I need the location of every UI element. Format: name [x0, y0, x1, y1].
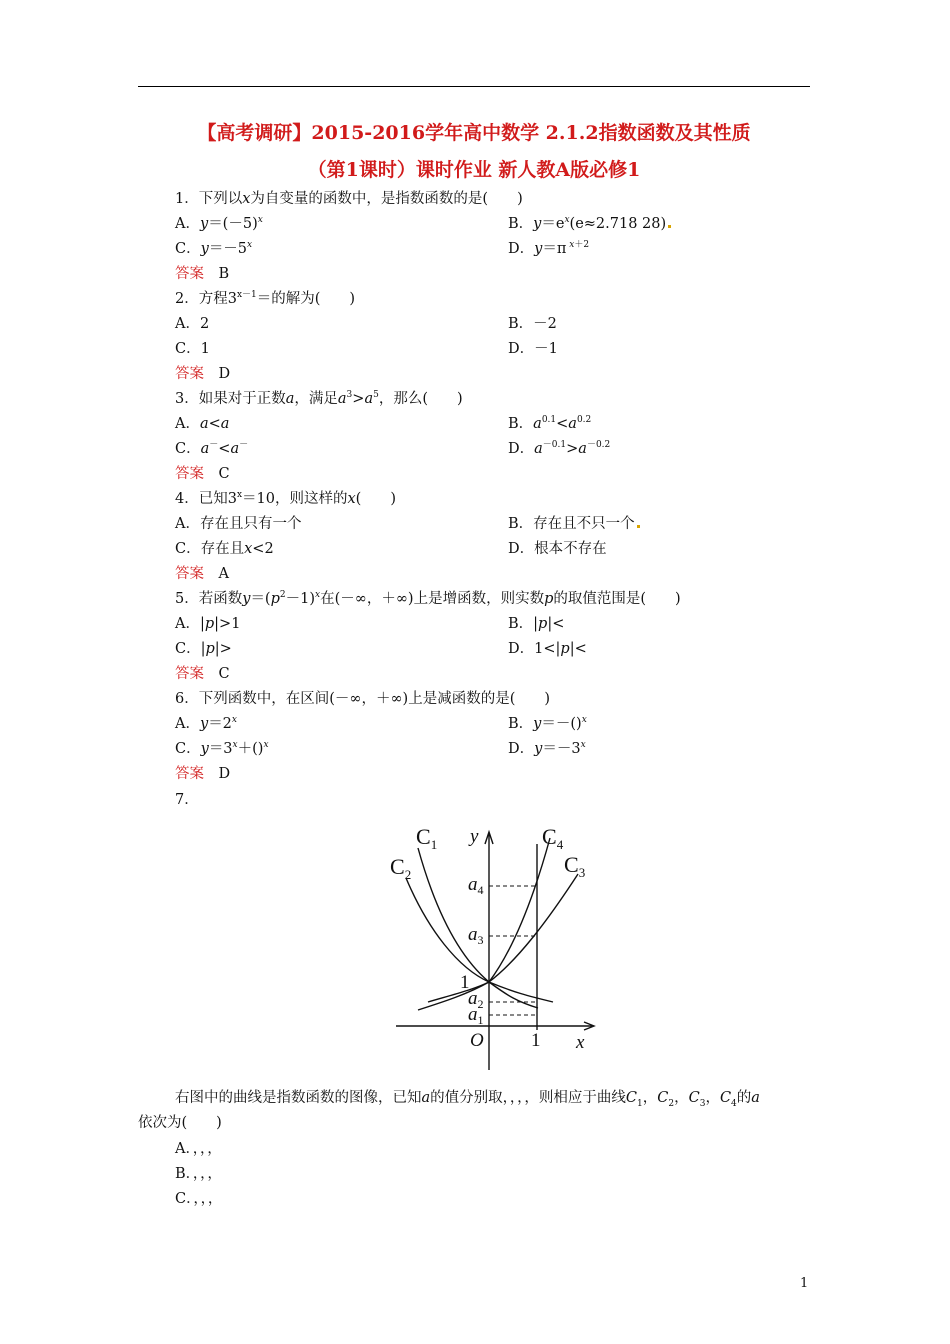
q5-stem: 5．若函数$y=(p^2-1)^x$在(－∞，＋∞)上是增函数，则实数p的取值范围是( ) [175, 590, 681, 607]
q7-number: 7． [175, 792, 199, 808]
label-x-one: 1 [531, 1030, 541, 1051]
q4-option-d: D．根本不存在 [508, 541, 607, 557]
page-title-line-2: （第1课时）课时作业 新人教A版必修1 [307, 159, 641, 181]
q3-stem: 3．如果对于正数a，满足$a^3>a^5$，那么( ) [175, 390, 463, 407]
q1-option-b: B．$y=e^x(e\approx 2.718$ 28) [508, 214, 671, 234]
q6-answer: 答案 D [175, 766, 231, 782]
label-c2: $C_2$ [390, 854, 412, 882]
q3-answer: 答案 C [175, 466, 230, 482]
q4-option-c: C．存在且x<2 [175, 541, 274, 557]
q2-option-b: B．－2 [508, 316, 557, 332]
label-c1: $C_1$ [416, 824, 438, 852]
q3-option-a: A．a<a [175, 416, 230, 432]
label-y-one: 1 [460, 972, 470, 993]
label-a1: $a_1$ [468, 1004, 484, 1027]
q2-option-d: D．－1 [508, 341, 558, 357]
label-a2: $a_2$ [468, 988, 484, 1011]
q5-answer: 答案 C [175, 666, 230, 682]
q6-option-a: A．$y=2^x$ [175, 715, 237, 732]
q2-option-a: A．2 [175, 316, 210, 332]
q4-option-b: B．存在且不只一个 [508, 514, 640, 534]
page-number: 1 [800, 1276, 809, 1291]
label-c3: $C_3$ [564, 852, 586, 880]
q7-option-b: B．，，， [175, 1166, 222, 1182]
q6-option-b: B．y＝－()$^x$ [508, 715, 587, 732]
q3-option-c: C．a－<a－ [175, 440, 249, 457]
q5-option-d: D．1<|p|< [508, 641, 587, 657]
label-c4: $C_4$ [542, 824, 564, 852]
q6-option-d: D．$y=-3^x$ [508, 740, 586, 757]
q1-option-a: A．$y=(-5)^x$ [175, 215, 263, 232]
q7-option-a: A．，，， [175, 1141, 222, 1157]
curve-c3 [428, 874, 578, 1002]
header-rule [138, 86, 810, 87]
label-a4: $a_4$ [468, 874, 484, 897]
q5-option-c: C．|p|> [175, 641, 232, 657]
q4-option-a: A．存在且只有一个 [175, 516, 302, 532]
exponential-curves-figure [388, 820, 606, 1072]
q6-stem: 6．下列函数中，在区间(－∞，＋∞)上是减函数的是( ) [175, 691, 551, 707]
q1-option-c: C．$y=-5^x$ [175, 240, 253, 257]
q2-stem: 2．方程$3^{x-1}=$的解为( ) [175, 290, 356, 307]
q6-option-c: C．$y=3^x+()^x$ [175, 740, 269, 757]
q7-option-c: C．，，， [175, 1191, 223, 1207]
curve-c1 [418, 848, 538, 1008]
q7-text-line-1: 右图中的曲线是指数函数的图像，已知a的值分别取，，，，则相应于曲线$C_1$，$C_2$，$C_3$，$C_4$的a [175, 1090, 760, 1109]
label-origin: O [470, 1030, 484, 1051]
q2-answer: 答案 D [175, 366, 231, 382]
q2-option-c: C．1 [175, 341, 210, 357]
q3-option-d: D．$a^{-0.1}>a^{-0.2}$ [508, 440, 611, 457]
q1-stem: 1．下列以x为自变量的函数中，是指数函数的是( ) [175, 191, 523, 207]
q4-answer: 答案 A [175, 566, 229, 582]
q5-option-b: B．|p|< [508, 616, 565, 632]
q1-answer: 答案 B [175, 266, 230, 282]
q7-text-line-2: 依次为( ) [138, 1115, 222, 1131]
q5-option-a: A．|p|>1 [175, 616, 241, 632]
q4-stem: 4．已知$3^x=10$，则这样的x( ) [175, 490, 396, 507]
page-title-line-1: 【高考调研】2015-2016学年高中数学 2.1.2指数函数及其性质 [197, 122, 751, 144]
curve-c4 [418, 838, 550, 1010]
q3-option-b: B．$a^{0.1}<a^{0.2}$ [508, 415, 592, 432]
q1-option-d: D．y＝π $^{x+2}$ [508, 240, 590, 257]
label-y-axis: y [470, 826, 479, 847]
label-x-axis: x [576, 1032, 585, 1053]
label-a3: $a_3$ [468, 924, 484, 947]
